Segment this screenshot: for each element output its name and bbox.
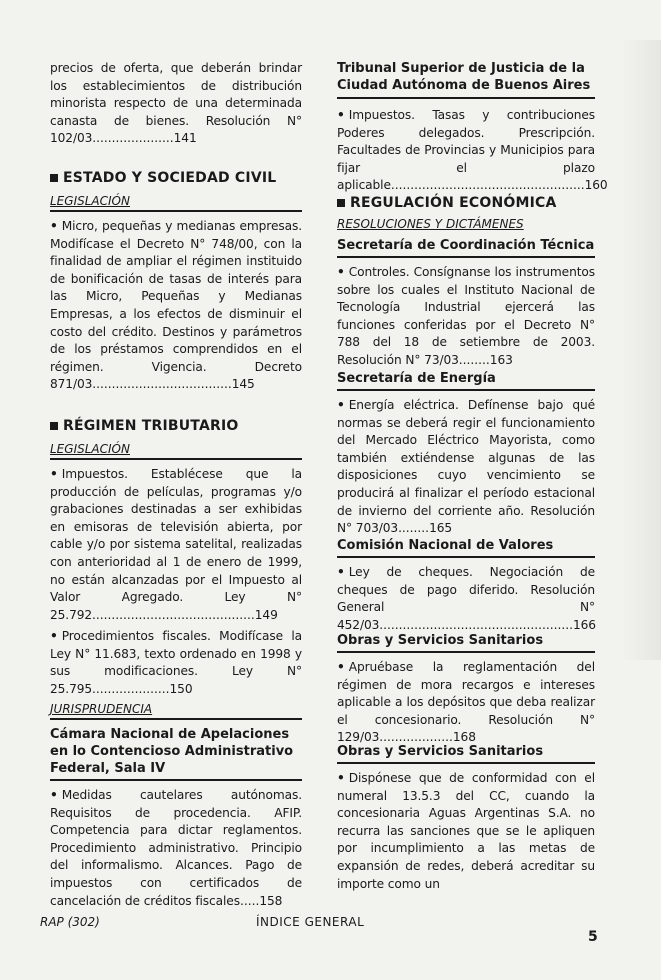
bullet-icon: • xyxy=(337,398,345,412)
court-heading: Tribunal Superior de Justicia de la Ciudad Autónoma de Buenos Aires xyxy=(337,61,591,93)
agency-heading: Obras y Servicios Sanitarios xyxy=(337,633,544,648)
agency-heading: Comisión Nacional de Valores xyxy=(337,538,554,553)
bullet-icon: • xyxy=(337,660,345,674)
entry-text: precios de oferta, que deberán brindar los establecimientos de distribución minorista respecto de una determinada canasta de bienes. Resolución N° 102/03 xyxy=(50,61,302,146)
entry-text: Medidas cautelares autónomas. Requisitos de procedencia. AFIP. Competencia para dictar reglamentos. Procedimiento administrativo. Principio del informalismo. Alcances. Pago de impuestos con certificados de cancelación de créditos fiscales xyxy=(50,788,302,908)
page-ref: 150 xyxy=(169,681,193,696)
section-title xyxy=(50,170,302,186)
subsection-label: LEGISLACIÓN xyxy=(50,194,130,208)
section-title xyxy=(337,195,595,211)
subsection-label: RESOLUCIONES Y DICTÁMENES xyxy=(337,217,524,231)
facing-page-bleed xyxy=(621,40,661,660)
index-entry: • Ley de cheques. Negociación de cheques de pago diferido. Resolución General N° 452/03..................................................166 xyxy=(337,565,596,632)
index-entry: • Energía eléctrica. Defínense bajo qué normas se deberá regir el funcionamiento del Mercado Eléctrico Mayorista, como también extiéndense algunas de las disposiciones cuyo vencimiento se producirá al finalizar el período estacional de invierno del corriente año. Resolución N° 703/03........165 xyxy=(337,398,595,536)
section-title xyxy=(50,418,302,434)
entry-text: Micro, pequeñas y medianas empresas. Modifícase el Decreto N° 748/00, con la finalidad de ampliar el régimen instituido de bonificación de tasas de interés para las Micro, Pequeñas y Medianas Empresas, a los efectos de disminuir el costo del crédito. Destinos y parámetros de los préstamos comprendidos en el régimen. Vigencia. Decreto 871/03 xyxy=(50,219,302,392)
entry-text: Energía eléctrica. Defínense bajo qué normas se deberá regir el funcionamiento del Mercado Eléctrico Mayorista, como también extiéndense algunas de las disposiciones cuyo vencimiento se producirá al finalizar el período estacional de invierno del corriente año. Resolución N° 703/03 xyxy=(337,398,595,536)
section-title-text: REGULACIÓN ECONÓMICA xyxy=(350,195,557,211)
subsection-label: JURISPRUDENCIA xyxy=(50,702,153,716)
bullet-icon: • xyxy=(337,265,345,279)
index-entry: • Impuestos. Tasas y contribuciones Poderes delegados. Prescripción. Facultades de Provincias y Municipios para fijar el plazo aplicable..................................................160 xyxy=(337,108,608,193)
footer-journal: RAP (302) xyxy=(40,915,100,929)
square-bullet-icon xyxy=(50,422,58,430)
court-heading: Cámara Nacional de Apelaciones en lo Contencioso Administrativo Federal, Sala IV xyxy=(50,727,294,776)
index-entry: • Micro, pequeñas y medianas empresas. Modifícase el Decreto N° 748/00, con la finalidad de ampliar el régimen instituido de bonificación de tasas de interés para las Micro, Pequeñas y Medianas Empresas, a los efectos de disminuir el costo del crédito. Destinos y parámetros de los préstamos comprendidos en el régimen. Vigencia. Decreto 871/03....................................145 xyxy=(50,219,302,392)
page-ref: 145 xyxy=(231,377,255,392)
entry-text: Apruébase la reglamentación del régimen de mora recargos e intereses aplicable a los depósitos que deba realizar el concesionario. Resolución N° 129/03 xyxy=(337,660,595,745)
agency-heading: Secretaría de Coordinación Técnica xyxy=(337,238,595,253)
entry-text: Ley de cheques. Negociación de cheques de pago diferido. Resolución General N° 452/03 xyxy=(337,565,595,632)
index-entry xyxy=(337,770,595,893)
entry-text: Impuestos. Tasas y contribuciones Poderes delegados. Prescripción. Facultades de Provincias y Municipios para fijar el plazo aplicable xyxy=(337,108,595,193)
page-ref: 158 xyxy=(259,893,283,908)
index-entry: • Impuestos. Establécese que la producción de películas, programas y/o grabaciones destinadas a ser exhibidas en emisoras de televisión abierta, por cable y/o por sistema satelital, realizadas con anterioridad al 1 de enero de 1999, no están alcanzadas por el Impuesto al Valor Agregado. Ley N° 25.792..........................................149 xyxy=(50,467,302,622)
page-ref: 149 xyxy=(254,607,278,622)
bullet-icon: • xyxy=(337,108,345,122)
bullet-icon: • xyxy=(50,629,58,643)
square-bullet-icon xyxy=(50,174,58,182)
square-bullet-icon xyxy=(337,199,345,207)
bullet-icon: • xyxy=(337,771,345,785)
subsection-label: LEGISLACIÓN xyxy=(50,442,130,456)
page-ref: 163 xyxy=(489,352,513,367)
index-entry: • Apruébase la reglamentación del régimen de mora recargos e intereses aplicable a los depósitos que deba realizar el concesionario. Resolución N° 129/03...................168 xyxy=(337,660,595,745)
entry-text: Controles. Consígnanse los instrumentos sobre los cuales el Instituto Nacional de Tecnología Industrial ejercerá las funciones conferidas por el Decreto N° 788 del 18 de setiembre de 2003. Resolución N° 73/03 xyxy=(337,265,595,367)
index-entry: precios de oferta, que deberán brindar los establecimientos de distribución minorista respecto de una determinada canasta de bienes. Resolución N° 102/03.....................141 xyxy=(50,61,302,146)
entry-text: Dispónese que de conformidad con el numeral 13.5.3 del CC, cuando la concesionaria Aguas Argentinas S.A. no recurra las sanciones que se le apliquen por incumplimiento a las metas de expansión de redes, deberá acreditar su importe como un xyxy=(337,771,595,891)
bullet-icon: • xyxy=(337,565,345,579)
page-ref: 160 xyxy=(584,178,608,193)
page-ref: 165 xyxy=(429,521,453,536)
section-title-text: ESTADO Y SOCIEDAD CIVIL xyxy=(63,170,277,186)
agency-heading: Secretaría de Energía xyxy=(337,371,496,386)
bullet-icon: • xyxy=(50,219,58,233)
index-entry: • Controles. Consígnanse los instrumentos sobre los cuales el Instituto Nacional de Tecnología Industrial ejercerá las funciones conferidas por el Decreto N° 788 del 18 de setiembre de 2003. Resolución N° 73/03........163 xyxy=(337,265,595,367)
bullet-icon: • xyxy=(50,467,58,481)
section-title-text: RÉGIMEN TRIBUTARIO xyxy=(63,418,239,434)
entry-text: Procedimientos fiscales. Modifícase la Ley N° 11.683, texto ordenado en 1998 y sus modificaciones. Ley N° 25.795 xyxy=(50,629,302,696)
page-ref: 141 xyxy=(173,131,197,146)
page-ref: 168 xyxy=(452,730,476,745)
index-entry: • Procedimientos fiscales. Modifícase la Ley N° 11.683, texto ordenado en 1998 y sus modificaciones. Ley N° 25.795....................150 xyxy=(50,629,302,696)
entry-text: Impuestos. Establécese que la producción de películas, programas y/o grabaciones destinadas a ser exhibidas en emisoras de televisión abierta, por cable y/o por sistema satelital, realizadas con anterioridad al 1 de enero de 1999, no están alcanzadas por el Impuesto al Valor Agregado. Ley N° 25.792 xyxy=(50,467,302,622)
agency-heading: Obras y Servicios Sanitarios xyxy=(337,744,544,759)
index-entry: • Medidas cautelares autónomas. Requisitos de procedencia. AFIP. Competencia para dictar reglamentos. Procedimiento administrativo. Principio del informalismo. Alcances. Pago de impuestos con certificados de cancelación de créditos fiscales.....158 xyxy=(50,788,302,908)
page-number: 5 xyxy=(588,929,598,945)
footer-center-title: ÍNDICE GENERAL xyxy=(256,915,365,929)
right-column xyxy=(337,60,608,893)
left-column xyxy=(50,60,302,910)
page-ref: 166 xyxy=(572,617,596,632)
bullet-icon: • xyxy=(50,788,58,802)
